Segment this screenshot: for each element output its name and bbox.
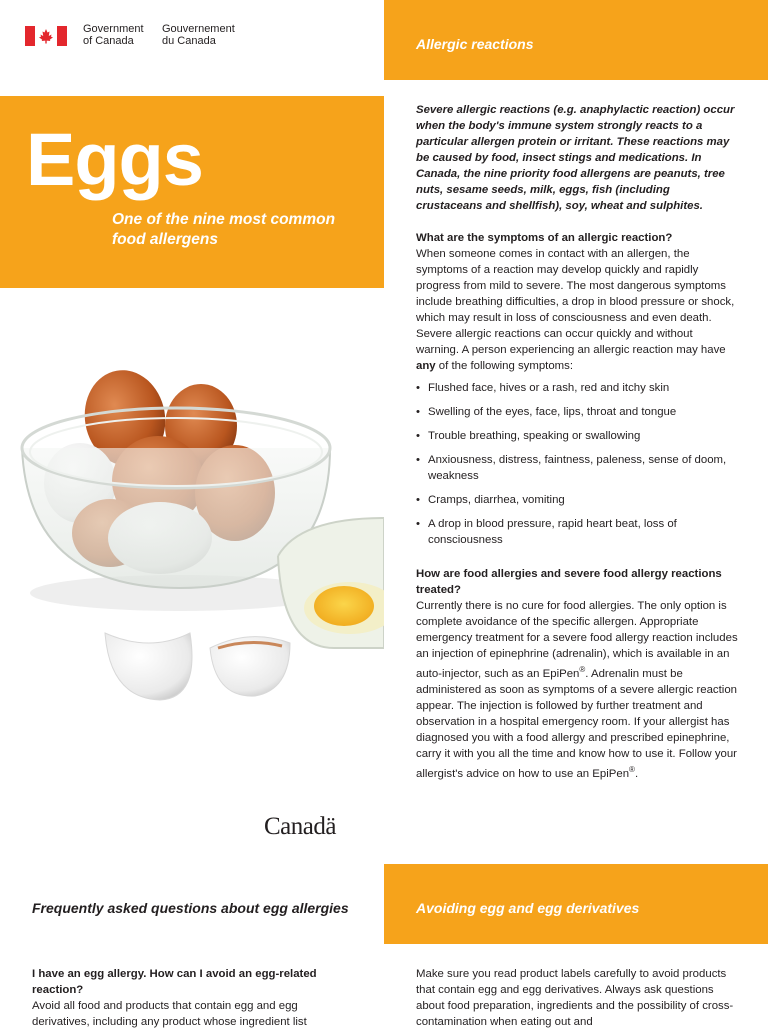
gov-en-line2: of Canada: [83, 35, 134, 47]
symptoms-list: [416, 380, 738, 548]
gov-en-line1: Government: [83, 23, 144, 35]
symptoms-body-text-end: of the following symptoms:: [435, 360, 574, 372]
treatment-body: [416, 598, 738, 782]
treatment-text-2: . Adrenalin must be administered as soon as symptoms of a severe allergic reaction appear. The injection is followed by further treatment and observation in a hospital emergency room. If your allergist has diagnosed you with a food allergy and prescribed epinephrine, carry it with you all the time and know how to use it. Follow your allergist's advice on how to use an EpiPen: [416, 667, 737, 780]
page-title: Eggs: [26, 118, 203, 201]
list-item: • A drop in blood pressure, rapid heart beat, loss of consciousness: [416, 516, 738, 548]
gov-fr-line1: Gouvernement: [162, 23, 235, 35]
treatment-section: [416, 566, 738, 782]
government-of-canada-label: [83, 23, 144, 47]
canada-wordmark: Canadä: [264, 813, 336, 840]
list-item: • Swelling of the eyes, face, lips, throat and tongue: [416, 404, 738, 420]
allergic-reactions-header-bar: [384, 0, 768, 80]
eggs-bowl-photo: [0, 288, 384, 728]
treatment-text-1: Currently there is no cure for food allergies. The only option is complete avoidance of the specific allergen. Appropriate emergency treatment for a severe food allergy reaction includes an injection of epinephrine (adrenalin), which is available in an auto-injector, such as an EpiPen: [416, 600, 738, 680]
treatment-question: How are food allergies and severe food allergy reactions treated?: [416, 568, 722, 596]
list-item: • Trouble breathing, speaking or swallowing: [416, 428, 738, 444]
symptoms-section: [416, 230, 738, 556]
canada-flag-icon: [25, 26, 67, 46]
allergic-reactions-heading: Allergic reactions: [416, 36, 534, 52]
intro-paragraph: Severe allergic reactions (e.g. anaphylactic reaction) occur when the body's immune system strongly reacts to a particular allergen protein or irritant. These reactions may be caused by food, insect stings and medications. In Canada, the nine priority food allergens are peanuts, tree nuts, sesame seeds, milk, eggs, fish (including crustaceans and shellfish), soy, wheat and sulphites.: [416, 104, 735, 212]
list-item: • Flushed face, hives or a rash, red and itchy skin: [416, 380, 738, 396]
symptoms-body-text: When someone comes in contact with an allergen, the symptoms of a reaction may develop quickly and rapidly progress from mild to severe. The most dangerous symptoms include breathing difficulties, a drop in blood pressure or shock, which may result in loss of consciousness and even death. Severe allergic reactions can occur quickly and without warning. A person experiencing an allergic reaction may have: [416, 248, 735, 356]
faq-heading: Frequently asked questions about egg allergies: [32, 900, 349, 916]
symptoms-body-emphasis: any: [416, 360, 436, 372]
faq-answer-block: [32, 966, 352, 1030]
list-item: • Cramps, diarrhea, vomiting: [416, 492, 738, 508]
list-item: • Anxiousness, distress, faintness, paleness, sense of doom, weakness: [416, 452, 738, 484]
registered-mark: ®: [629, 764, 635, 774]
avoiding-body: Make sure you read product labels carefully to avoid products that contain egg and egg derivatives. Always ask questions about food preparation, ingredients and the possibility of cross-contamination when eating out and: [416, 968, 734, 1028]
gov-fr-line2: du Canada: [162, 35, 216, 47]
page-subtitle: One of the nine most common food allergens: [112, 211, 336, 248]
registered-mark: ®: [579, 665, 586, 674]
gouvernement-du-canada-label: [162, 23, 235, 47]
treatment-text-3: .: [634, 767, 639, 780]
avoiding-heading: Avoiding egg and egg derivatives: [416, 900, 640, 916]
faq-answer: Avoid all food and products that contain egg and egg derivatives, including any product whose ingredient list: [32, 1000, 307, 1028]
faq-question: I have an egg allergy. How can I avoid an egg-related reaction?: [32, 968, 317, 996]
symptoms-question: What are the symptoms of an allergic reaction?: [416, 232, 673, 244]
avoiding-header-bar: [384, 864, 768, 944]
symptoms-body: [416, 246, 738, 374]
